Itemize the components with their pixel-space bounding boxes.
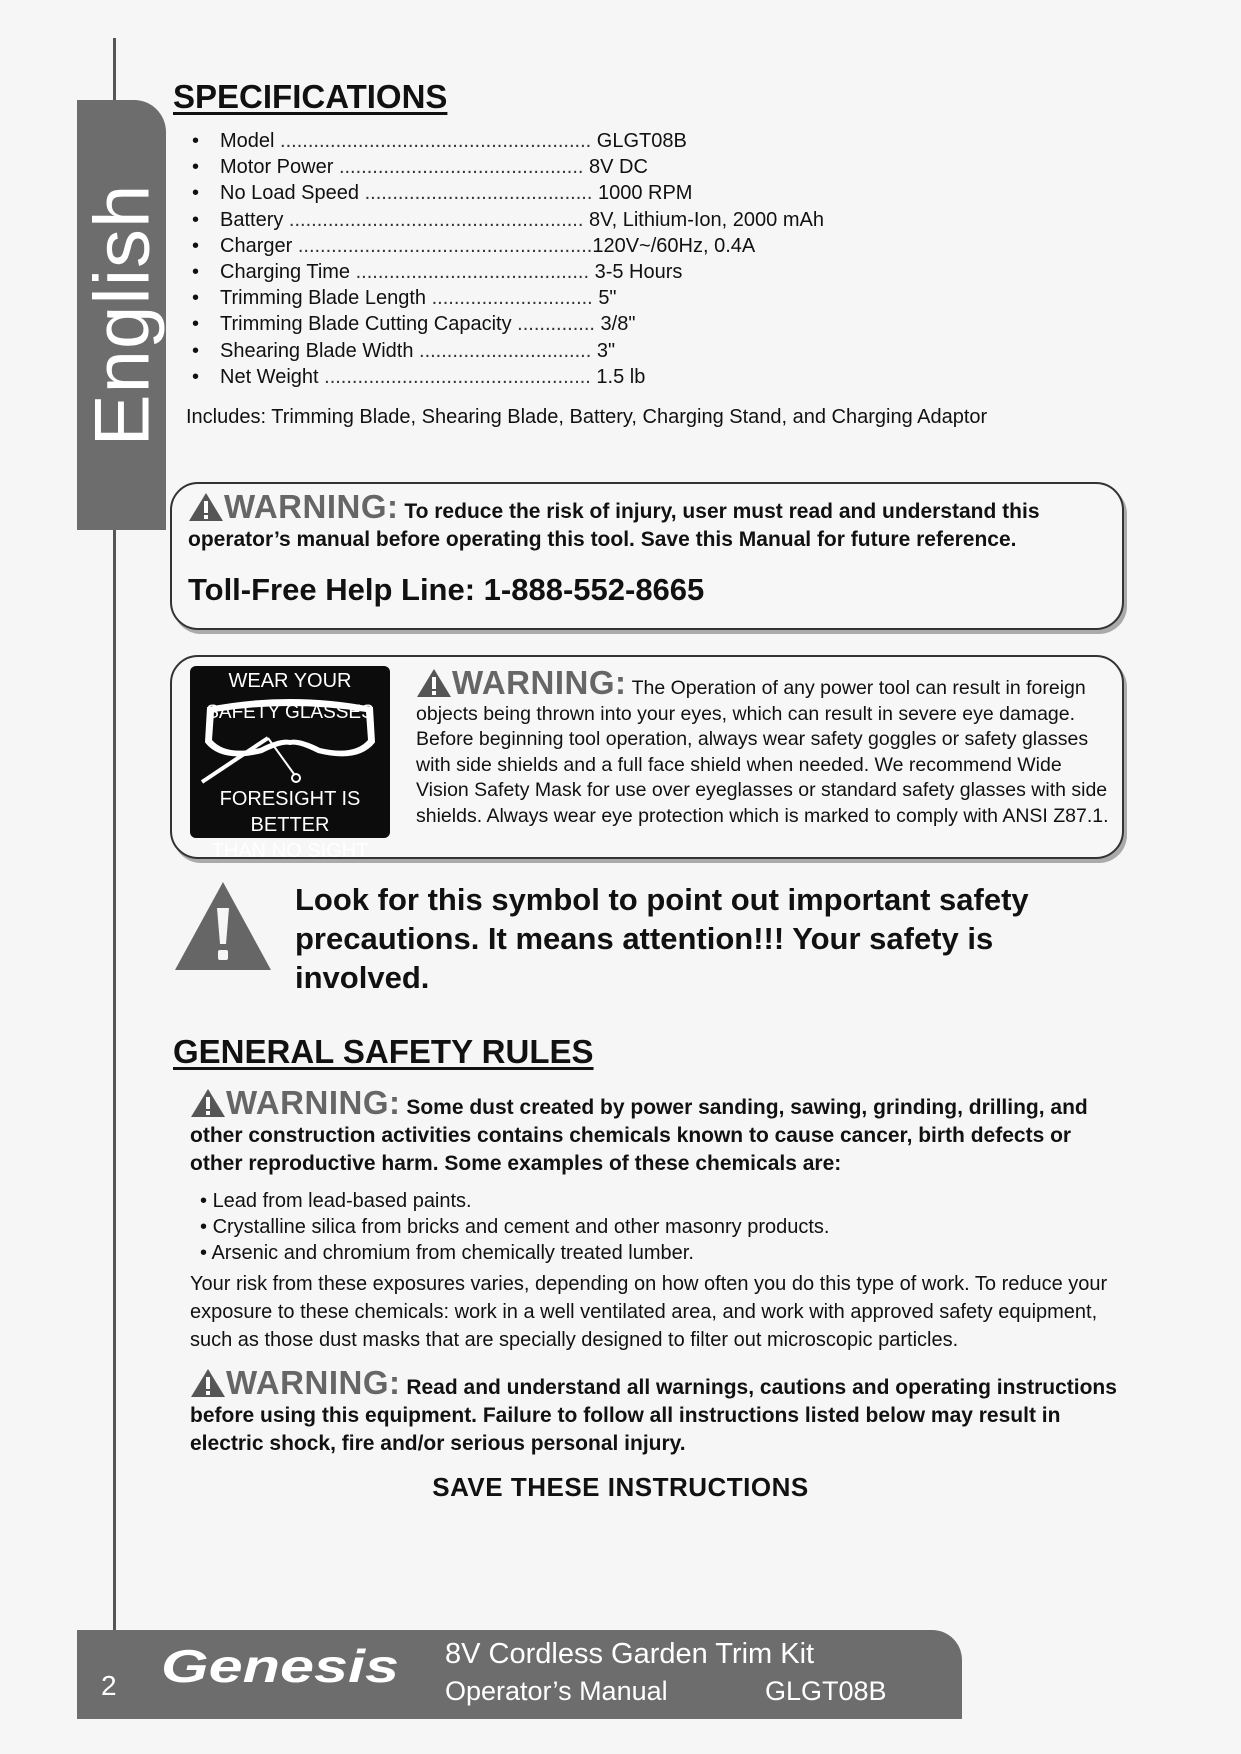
product-title: 8V Cordless Garden Trim Kit	[445, 1638, 815, 1670]
risk-paragraph: Your risk from these exposures varies, depending on how often you do this type of work. To reduce your exposure to these chemicals: work in a well ventilated area, and work with approved safety equipment, such as those dust masks that are specially designed to filter out microscopic particles.	[190, 1273, 1108, 1351]
eye-warning-paragraph	[416, 664, 1116, 829]
specifications-heading: SPECIFICATIONS	[173, 78, 448, 115]
general-safety-heading: GENERAL SAFETY RULES	[173, 1033, 594, 1070]
manual-subtitle: Operator’s Manual	[445, 1676, 668, 1706]
spec-item: • No Load Speed ......................................... 1000 RPM	[186, 180, 906, 206]
warning-triangle-icon	[190, 1088, 226, 1118]
attention-text: Look for this symbol to point out important safety precautions. It means attention!!! Your safety is involved.	[295, 882, 1029, 995]
warning-triangle-icon	[188, 492, 224, 522]
spec-item: • Shearing Blade Width ............................... 3"	[186, 338, 906, 364]
spec-item: • Motor Power ............................................ 8V DC	[186, 154, 906, 180]
read-instructions-warning	[190, 1364, 1120, 1458]
warning-text: To reduce the risk of injury, user must read and understand this operator’s manual before operating this tool. Save this Manual for future reference.	[188, 500, 1040, 551]
dust-warning	[190, 1084, 1120, 1178]
page-number: 2	[101, 1670, 117, 1701]
warning-label: WARNING:	[452, 664, 627, 701]
attention-symbol-icon	[173, 880, 273, 972]
page-footer	[77, 1630, 962, 1719]
save-instructions: SAVE THESE INSTRUCTIONS	[432, 1472, 809, 1502]
badge-mid-text: SAFETY GLASSES	[206, 702, 374, 723]
spec-item: • Trimming Blade Length ............................. 5"	[186, 285, 906, 311]
badge-top-text: WEAR YOUR	[228, 670, 352, 692]
warning-triangle-icon	[416, 668, 452, 698]
spec-item: • Model ........................................................ GLGT08B	[186, 128, 906, 154]
language-tab-label: English	[77, 183, 165, 447]
warning-text: The Operation of any power tool can result in foreign objects being thrown into your eyes, which can result in severe eye damage. Before beginning tool operation, always wear safety goggles or safety glasses with side shields and a full face shield when needed. We recommend Wide Vision Safety Mask for use over eyeglasses or standard safety glasses with side shields. Always wear eye protection which is marked to comply with ANSI Z87.1.	[416, 677, 1109, 827]
specifications-list	[186, 128, 906, 390]
safety-glasses-badge	[190, 666, 390, 862]
language-tab	[77, 100, 166, 530]
spec-item: • Charger .....................................................120V~/60Hz, 0.4A	[186, 233, 906, 259]
warning-text: Some dust created by power sanding, sawing, grinding, drilling, and other construction activities contains chemicals known to cause cancer, birth defects or other reproductive harm. Some examples of these chemicals are:	[190, 1096, 1088, 1175]
help-line: Toll-Free Help Line: 1-888-552-8665	[188, 572, 705, 607]
warning-box-manual	[170, 482, 1124, 630]
spec-item: • Charging Time .......................................... 3-5 Hours	[186, 259, 906, 285]
chemicals-list	[200, 1188, 829, 1266]
badge-bottom-line-2: THAN NO SIGHT	[211, 840, 369, 862]
badge-bottom-line-1: FORESIGHT IS BETTER	[219, 788, 361, 836]
list-item: • Lead from lead-based paints.	[200, 1188, 829, 1214]
svg-text:Genesis: Genesis	[161, 1644, 399, 1688]
list-item: • Crystalline silica from bricks and cement and other masonry products.	[200, 1214, 829, 1240]
badge-bottom-text	[190, 786, 390, 864]
spec-item: • Trimming Blade Cutting Capacity .............. 3/8"	[186, 311, 906, 337]
genesis-logo	[157, 1644, 407, 1688]
warning-label: WARNING:	[224, 488, 399, 525]
warning-label: WARNING:	[226, 1084, 401, 1121]
warning-text: Read and understand all warnings, cautions and operating instructions before using this equipment. Failure to follow all instructions listed below may result in electric shock, fire and/or serious personal injury.	[190, 1376, 1117, 1455]
spec-item: • Net Weight ................................................ 1.5 lb	[186, 364, 906, 390]
warning-triangle-icon	[190, 1368, 226, 1398]
includes-line: Includes: Trimming Blade, Shearing Blade, Battery, Charging Stand, and Charging Adaptor	[186, 406, 988, 428]
list-item: • Arsenic and chromium from chemically treated lumber.	[200, 1240, 829, 1266]
spec-item: • Battery ..................................................... 8V, Lithium-Ion, 2000 mAh	[186, 207, 906, 233]
warning-label: WARNING:	[226, 1364, 401, 1401]
model-number: GLGT08B	[765, 1676, 887, 1706]
